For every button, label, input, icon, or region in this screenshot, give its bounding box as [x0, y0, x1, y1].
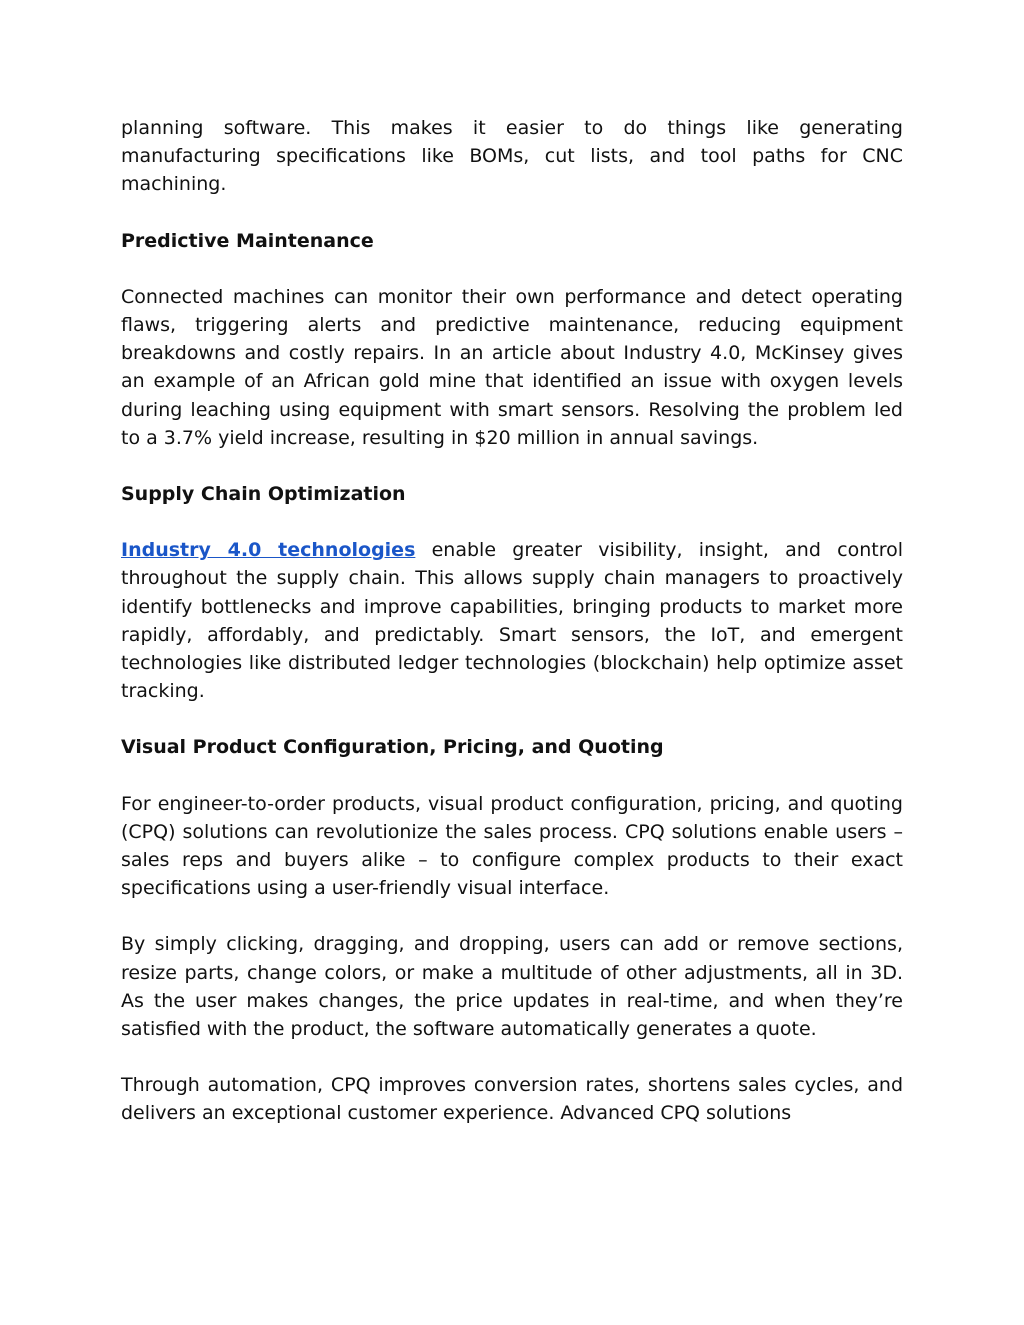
- industry-4-technologies-link[interactable]: Industry 4.0 technologies: [121, 539, 416, 562]
- paragraph-supply-chain-text: enable greater visibility, insight, and control throughout the supply chain. This allows supply chain managers to proactively identify bottlenecks and improve capabilities, bringing products to market more rapidly, affordably, and predictably. Smart sensors, the IoT, and emergent technologies like distributed ledger technologies (blockchain) help optimize asset tracking.: [121, 539, 903, 703]
- heading-predictive-maintenance: Predictive Maintenance: [121, 229, 374, 252]
- paragraph-predictive-maintenance: Connected machines can monitor their own performance and detect operating flaws, triggering alerts and predictive maintenance, reducing equipment breakdowns and costly repairs. In an article about Industry 4.0, McKinsey gives an example of an African gold mine that identified an issue with oxygen levels during leaching using equipment with smart sensors. Resolving the problem led to a 3.7% yield increase, resulting in $20 million in annual savings.: [121, 285, 903, 449]
- heading-supply-chain-optimization: Supply Chain Optimization: [121, 483, 406, 506]
- paragraph-cpq-interaction: By simply clicking, dragging, and dropping, users can add or remove sections, resize parts, change colors, or make a multitude of other adjustments, all in 3D. As the user makes changes, the price updates in real-time, and when they’re satisfied with the product, the software automatically generates a quote.: [121, 933, 903, 1041]
- document-page: [121, 114, 903, 1156]
- paragraph-cpq-intro: For engineer-to-order products, visual product configuration, pricing, and quoting (CPQ) solutions can revolutionize the sales process. CPQ solutions enable users – sales reps and buyers alike – to configure complex products to their exact specifications using a user-friendly visual interface.: [121, 792, 903, 900]
- paragraph-planning-software: planning software. This makes it easier to do things like generating manufacturing specifications like BOMs, cut lists, and tool paths for CNC machining.: [121, 117, 903, 196]
- paragraph-supply-chain: [121, 536, 903, 705]
- heading-visual-cpq: Visual Product Configuration, Pricing, and Quoting: [121, 736, 664, 759]
- paragraph-cpq-automation: Through automation, CPQ improves conversion rates, shortens sales cycles, and delivers an exceptional customer experience. Advanced CPQ solutions: [121, 1074, 903, 1125]
